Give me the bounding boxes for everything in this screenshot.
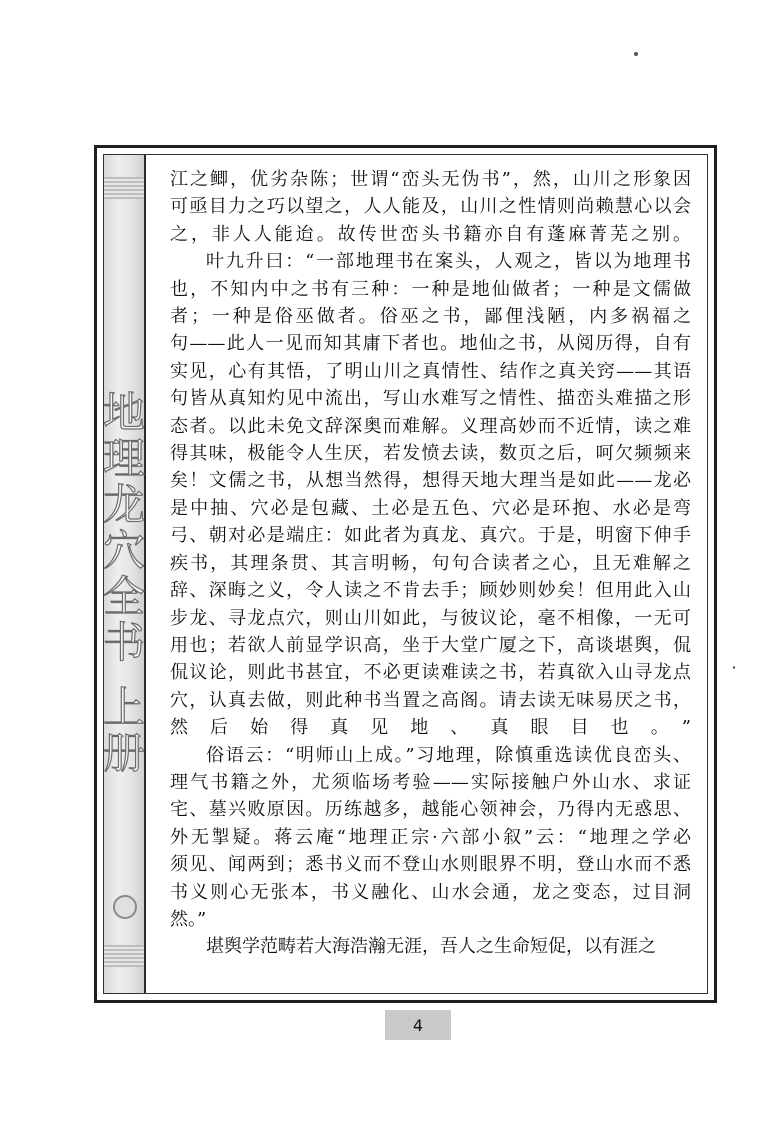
text-line: 者；一种是俗巫做者。俗巫之书，鄙俚浅陋，内多祸福之	[170, 306, 691, 328]
page-inner-border	[103, 154, 708, 994]
text-line: 然。”	[170, 908, 207, 930]
spine-band-bottom	[104, 945, 144, 967]
text-line: 然后始得真见地、真眼目也。”	[170, 717, 691, 739]
body-text	[170, 166, 691, 961]
text-line: 须见、闻两到；悉书义而不登山水则眼界不明，登山水而不悉	[170, 854, 691, 876]
text-line: 穴，认真去做，则此种书当置之高阁。请去读无味易厌之书，	[170, 689, 691, 711]
text-line: 外无掣疑。蒋云庵“地理正宗·六部小叙”云：“地理之学必	[170, 826, 691, 848]
spine-title-char: 书	[103, 618, 146, 667]
spine-title-char: 理	[103, 434, 146, 483]
text-line: 俗语云：“明师山上成。”习地理，除慎重选读优良峦头、	[206, 744, 691, 766]
spine-title	[104, 390, 144, 666]
book-spine	[104, 155, 146, 993]
text-line: 得其味，极能令人生厌，若发愤去读，数页之后，呵欠频频来	[170, 443, 691, 465]
text-line: 叶九升曰：“一部地理书在案头，人观之，皆以为地理书	[206, 251, 691, 273]
text-line: 之，非人人能迨。故传世峦头书籍亦自有蓬麻菁芜之别。	[170, 223, 691, 245]
text-line: 堪舆学范畴若大海浩瀚无涯，吾人之生命短促，以有涯之	[206, 936, 656, 958]
text-line: 疾书，其理条贯、其言明畅，句句合读者之心，且无难解之	[170, 552, 691, 574]
page-frame	[94, 145, 717, 1003]
text-line: 实见，心有其悟，了明山川之真情性、结作之真关窍——其语	[170, 360, 691, 382]
text-line: 矣！文儒之书，从想当然得，想得天地大理当是如此——龙必	[170, 470, 691, 492]
text-line: 辞、深晦之义，令人读之不肯去手；顾妙则妙矣！但用此入山	[170, 580, 691, 602]
spine-volume-char: 册	[103, 729, 146, 778]
text-line: 步龙、寻龙点穴，则山川如此，与彼议论，毫不相像，一无可	[170, 607, 691, 629]
spine-volume-char: 上	[103, 683, 146, 732]
scan-speck	[634, 52, 638, 56]
text-line: 侃议论，则此书甚宜，不必更读难读之书，若真欲入山寻龙点	[170, 662, 691, 684]
text-line: 是中抽、穴必是包藏、土必是五色、穴必是环抱、水必是弯	[170, 497, 691, 519]
text-line: 江之鲫，优劣杂陈；世谓“峦头无伪书”，然，山川之形象因	[170, 169, 691, 190]
text-line: 用也；若欲人前显学识高，坐于大堂广厦之下，高谈堪舆，侃	[170, 634, 691, 656]
text-line: 书义则心无张本，书义融化、山水会通，龙之变态，过目洞	[170, 881, 691, 903]
text-line: 句——此人一见而知其庸下者也。地仙之书，从阅历得，自有	[170, 333, 691, 355]
spine-emblem	[113, 895, 137, 919]
text-line: 句皆从真知灼见中流出，写山水难写之情性、描峦头难描之形	[170, 388, 691, 410]
spine-title-char: 穴	[103, 526, 146, 575]
spine-band-top	[104, 177, 144, 199]
spine-volume-label	[104, 685, 144, 777]
spine-title-char: 龙	[103, 480, 146, 529]
text-line: 可亟目力之巧以望之，人人能及，山川之性情则尚赖慧心以会	[170, 196, 691, 218]
spine-title-char: 地	[103, 388, 146, 437]
text-line: 弓、朝对必是端庄：如此者为真龙、真穴。于是，明窗下伸手	[170, 525, 691, 547]
text-line: 态者。以此未免文辞深奥而难解。义理高妙而不近情，读之难	[170, 415, 691, 437]
text-line: 宅、墓兴败原因。历练越多，越能心领神会，乃得内无惑思、	[170, 799, 691, 821]
text-line: 也，不知内中之书有三种：一种是地仙做者；一种是文儒做	[170, 278, 691, 300]
page-number: 4	[385, 1010, 451, 1040]
spine-title-char: 全	[103, 572, 146, 621]
scan-speck	[733, 666, 735, 669]
text-line: 理气书籍之外，尤须临场考验——实际接触户外山水、求证	[170, 771, 691, 793]
